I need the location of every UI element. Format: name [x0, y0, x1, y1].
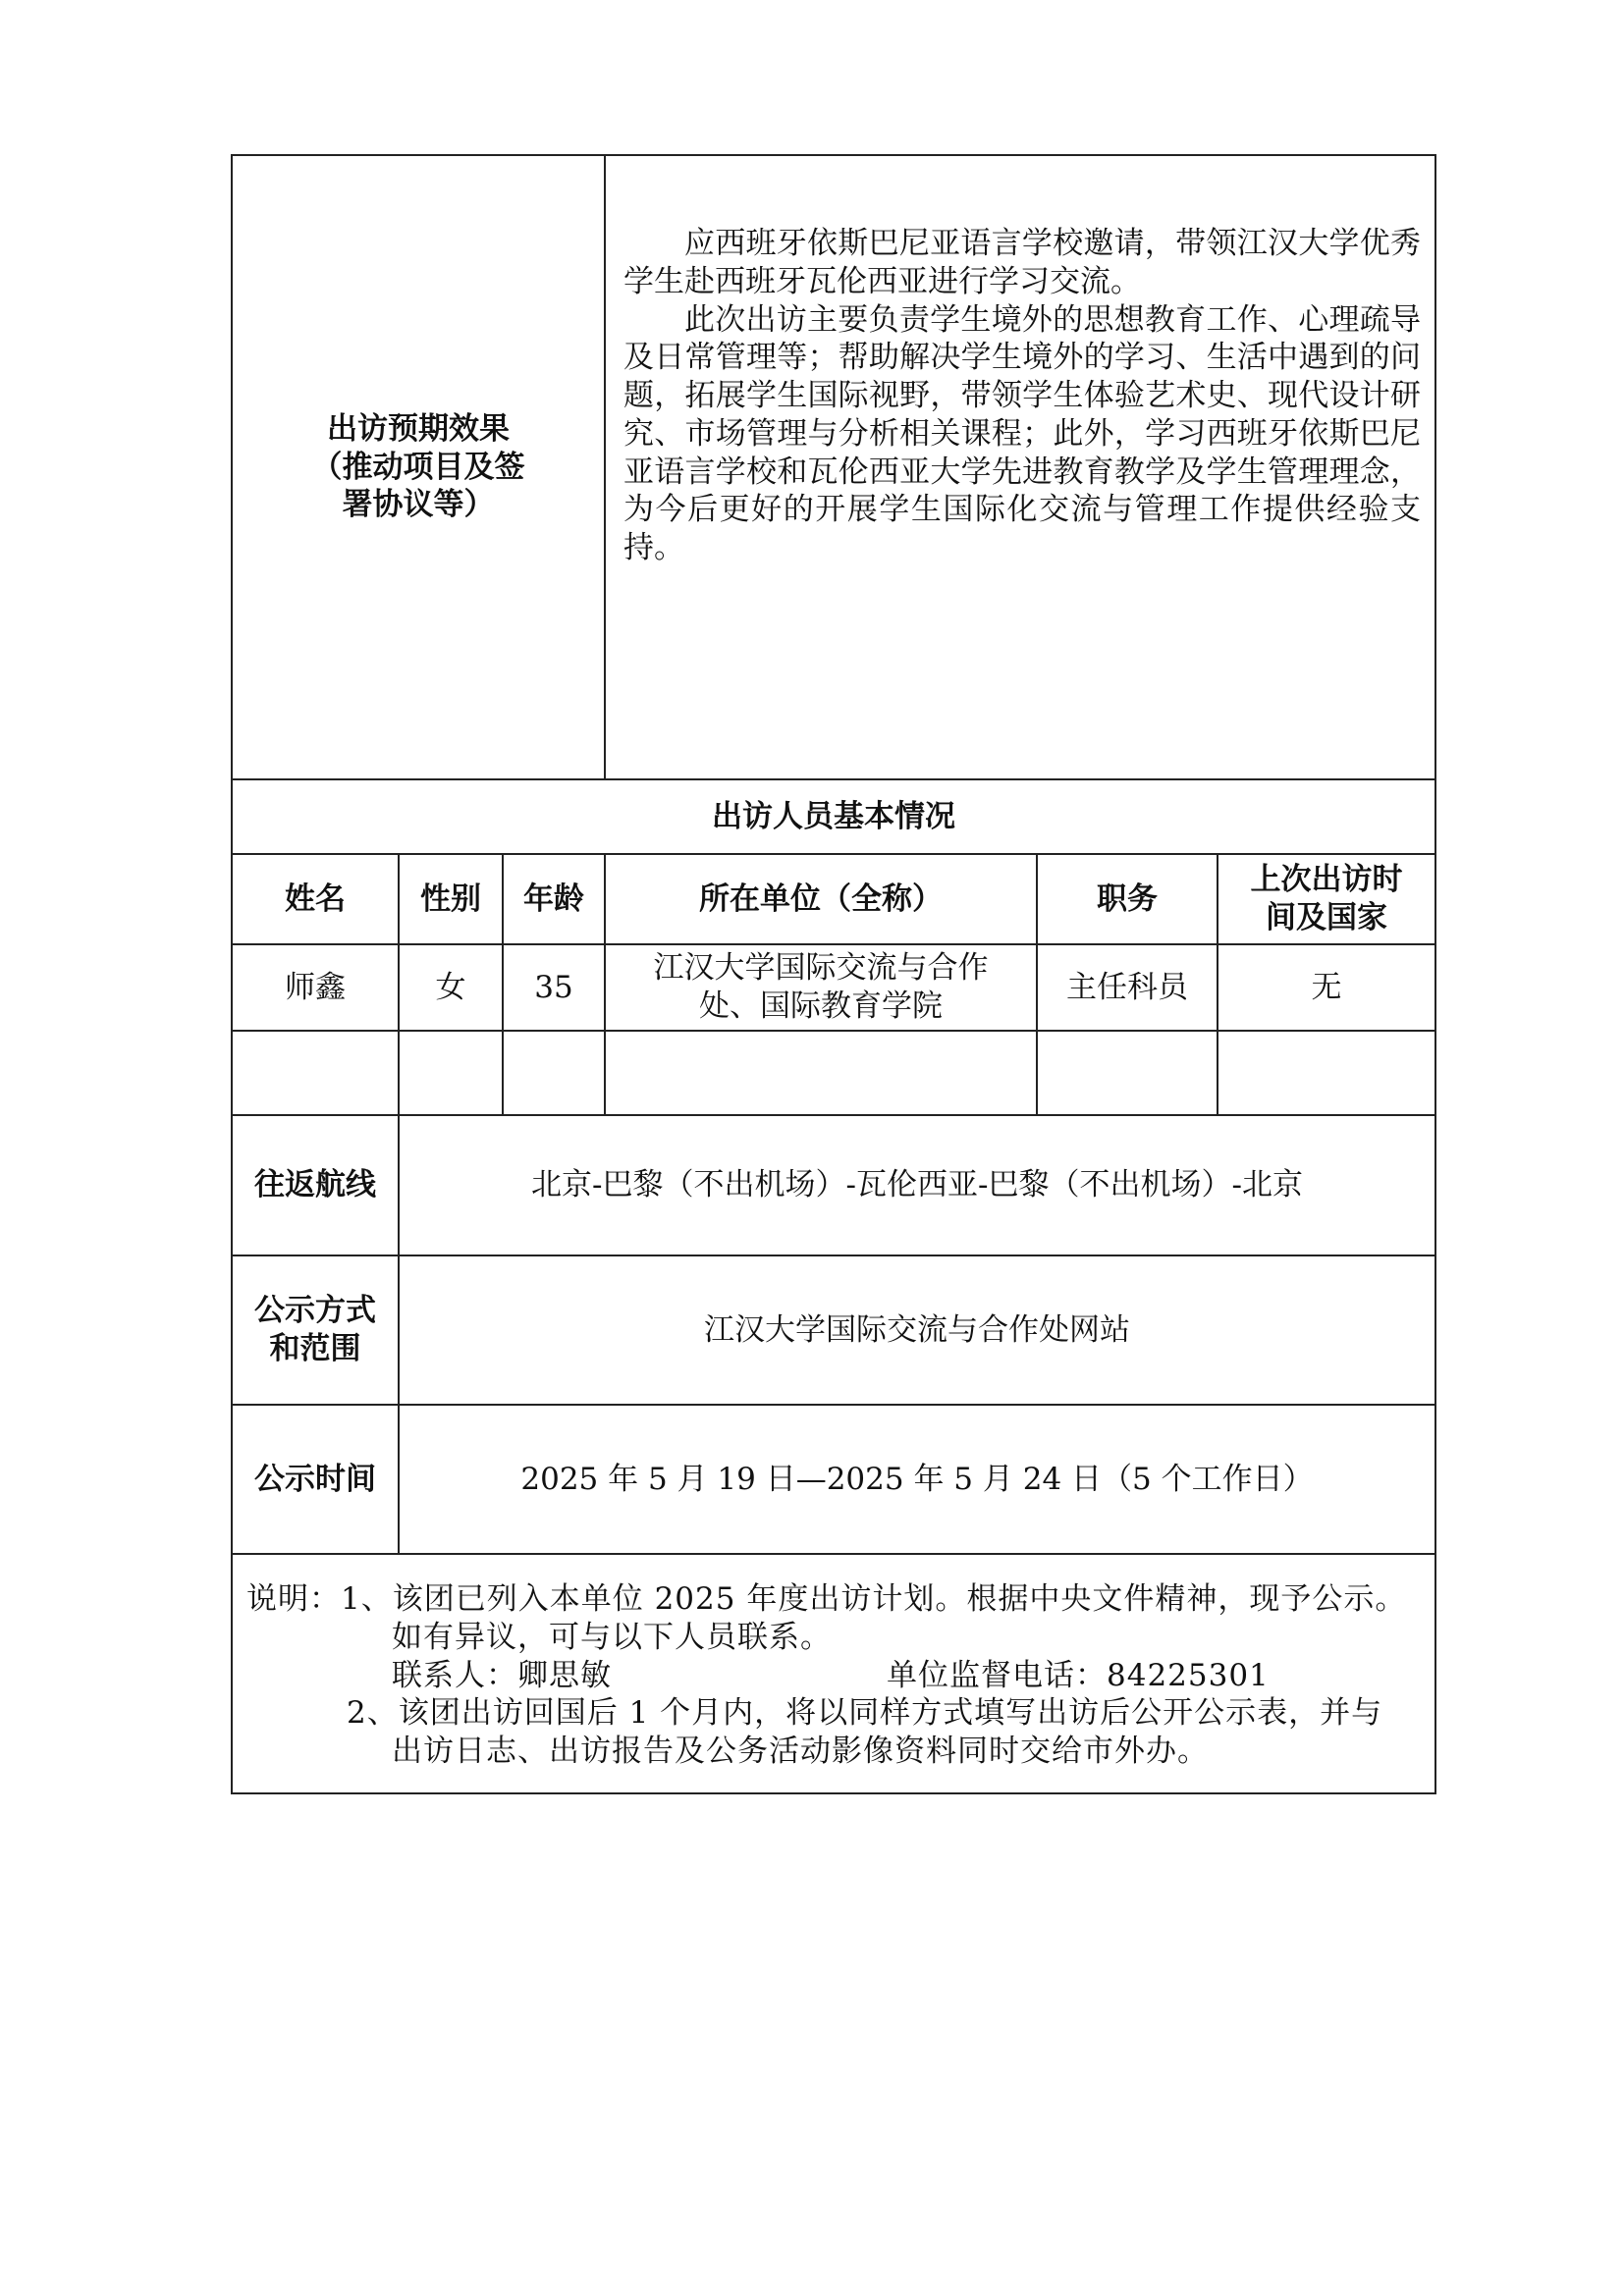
header-unit: 所在单位（全称）: [605, 854, 1037, 944]
notes-row: [232, 1554, 1435, 1793]
publicity-time-value: 2025 年 5 月 19 日—2025 年 5 月 24 日（5 个工作日）: [399, 1405, 1435, 1554]
header-name: 姓名: [232, 854, 399, 944]
header-age: 年龄: [503, 854, 605, 944]
cell-unit-line: 处、国际教育学院: [699, 988, 943, 1024]
contact-person: 联系人：卿思敏: [392, 1657, 612, 1693]
note-line: 出访日志、出访报告及公务活动影像资料同时交给市外办。: [392, 1734, 1209, 1769]
route-value: 北京-巴黎（不出机场）-瓦伦西亚-巴黎（不出机场）-北京: [399, 1115, 1435, 1255]
section-title-row: [232, 779, 1435, 854]
header-gender: 性别: [399, 854, 503, 944]
header-position: 职务: [1037, 854, 1218, 944]
effect-row: [232, 155, 1435, 779]
publicity-label: [232, 1255, 399, 1405]
header-last-visit-line: 上次出访时: [1250, 862, 1403, 898]
publicity-row: [232, 1255, 1435, 1405]
visit-publicity-form: [231, 154, 1436, 1794]
section-title: 出访人员基本情况: [232, 779, 1435, 854]
table-row-empty: [232, 1031, 1435, 1115]
cell-last-visit: 无: [1218, 944, 1435, 1031]
notes-cell: [232, 1554, 1435, 1793]
cell-unit: [605, 944, 1037, 1031]
effect-label-line: 出访预期效果: [327, 410, 510, 447]
header-last-visit-line: 间及国家: [1266, 900, 1387, 935]
route-label: 往返航线: [232, 1115, 399, 1255]
route-row: [232, 1115, 1435, 1255]
personnel-header-row: [232, 854, 1435, 944]
effect-label-line: 署协议等）: [342, 487, 495, 523]
publicity-time-row: [232, 1405, 1435, 1554]
cell-position: 主任科员: [1037, 944, 1218, 1031]
note-line: 2、该团出访回国后 1 个月内，将以同样方式填写出访后公开公示表，并与: [347, 1695, 1383, 1732]
table-row: [232, 944, 1435, 1031]
note-contact-line: [246, 1657, 1421, 1695]
publicity-value: 江汉大学国际交流与合作处网站: [399, 1255, 1435, 1405]
publicity-label-line: 和范围: [269, 1331, 361, 1366]
effect-paragraph: 应西班牙依斯巴尼亚语言学校邀请，带领江汉大学优秀学生赴西班牙瓦伦西亚进行学习交流。: [623, 226, 1422, 299]
effect-paragraph: 此次出访主要负责学生境外的思想教育工作、心理疏导及日常管理等；帮助解决学生境外的学习、生活中遇到的问题，拓展学生国际视野，带领学生体验艺术史、现代设计研究、市场管理与分析相关课程；此外，学习西班牙依斯巴尼亚语言学校和瓦伦西亚大学先进教育教学及学生管理理念，为今后更好的开展学生国际化交流与管理工作提供经验支持。: [623, 301, 1422, 565]
effect-label-line: （推动项目及签: [311, 449, 525, 485]
cell-age: 35: [503, 944, 605, 1031]
note-line: 说明：1、该团已列入本单位 2025 年度出访计划。根据中央文件精神，现予公示。: [246, 1581, 1407, 1617]
empty-cell: [399, 1031, 503, 1115]
cell-unit-line: 江汉大学国际交流与合作: [653, 950, 989, 987]
empty-cell: [1218, 1031, 1435, 1115]
supervision-phone: 单位监督电话：84225301: [887, 1657, 1270, 1693]
empty-cell: [605, 1031, 1037, 1115]
effect-label-cell: [232, 155, 605, 779]
empty-cell: [1037, 1031, 1218, 1115]
publicity-label-line: 公示方式: [254, 1293, 376, 1329]
empty-cell: [232, 1031, 399, 1115]
cell-name: 师鑫: [232, 944, 399, 1031]
publicity-time-label: 公示时间: [232, 1405, 399, 1554]
cell-gender: 女: [399, 944, 503, 1031]
header-last-visit: [1218, 854, 1435, 944]
empty-cell: [503, 1031, 605, 1115]
effect-text-cell: [605, 155, 1435, 779]
note-line: 如有异议，可与以下人员联系。: [392, 1619, 832, 1655]
